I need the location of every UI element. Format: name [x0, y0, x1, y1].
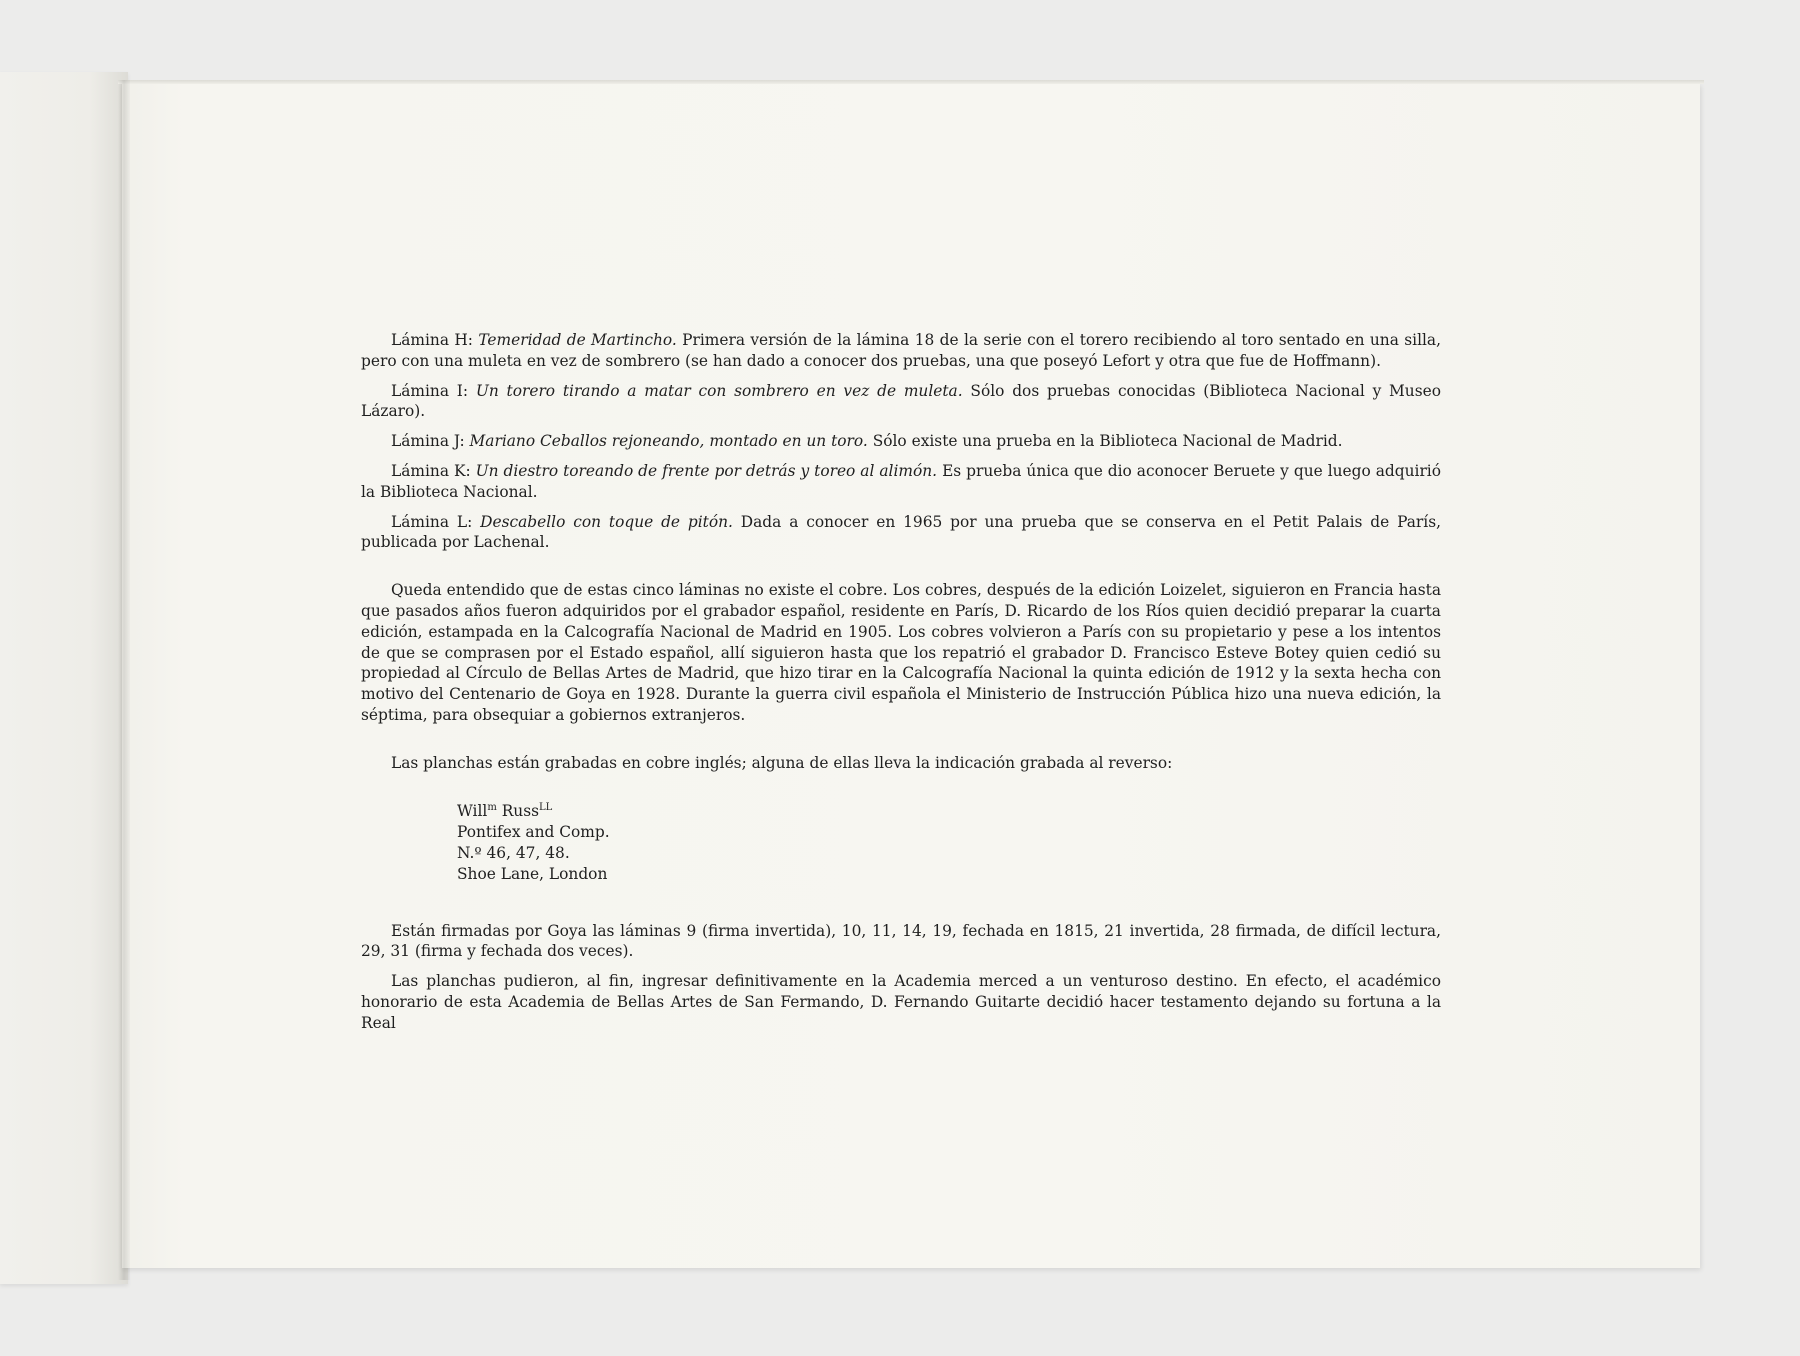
- entry-description: Primera versión de la lámina 18 de la serie con el torero recibiendo al toro sentado en una silla, pero con una muleta en vez de sombrero (se han dado a conocer dos pruebas, una que poseyó Lefort y otra que fue de Hoffmann).: [361, 331, 1441, 370]
- inscription-line-2: Pontifex and Comp.: [457, 822, 610, 841]
- entry-label: Lámina L:: [391, 512, 473, 531]
- entry-title: Un diestro toreando de frente por detrás y toreo al alimón.: [475, 461, 938, 480]
- entry-label: Lámina H:: [391, 331, 473, 349]
- engraving-inscription: [457, 801, 1441, 885]
- paragraph-planchas: Las planchas están grabadas en cobre inglés; alguna de ellas lleva la indicación grabada al reverso:: [391, 753, 1173, 772]
- entry-title: Temeridad de Martincho.: [478, 331, 677, 349]
- entry-lamina-k: [361, 461, 1441, 503]
- page-edge: [118, 80, 1704, 84]
- entry-description: Sólo dos pruebas conocidas (Biblioteca Nacional y Museo Lázaro).: [361, 381, 1441, 421]
- paragraph-destino: Las planchas pudieron, al fin, ingresar definitivamente en la Academia merced a un venturoso destino. En efecto, el académico honorario de esta Academia de Bellas Artes de San Fermando, D. Fernando Guitarte decidió hacer testamento dejando su fortuna a la Real: [361, 972, 1441, 1032]
- paragraph-firmadas: Están firmadas por Goya las láminas 9 (firma invertida), 10, 11, 14, 19, fechada en 1815, 21 invertida, 28 firmada, de difícil lectura, 29, 31 (firma y fechada dos veces).: [361, 921, 1441, 961]
- entry-title: Mariano Ceballos rejoneando, montado en un toro.: [469, 432, 868, 451]
- page-text: [361, 330, 1441, 1034]
- paragraph-cobre: Queda entendido que de estas cinco láminas no existe el cobre. Los cobres, después de la edición Loizelet, siguieron en Francia hasta que pasados años fueron adquiridos por el grabador español, residente en París, D. Ricardo de los Ríos quien decidió preparar la cuarta edición, estampada en la Calcografía Nacional de Madrid en 1905. Los cobres volvieron a París con su propietario y pese a los intentos de que se comprasen por el Estado español, allí siguieron hasta que los repatrió el grabador D. Francisco Esteve Botey quien cedió su propiedad al Círculo de Bellas Artes de Madrid, que hizo tirar en la Calcografía Nacional la quinta edición de 1912 y la sexta hecha con motivo del Centenario de Goya en 1928. Durante la guerra civil española el Ministerio de Instrucción Pública hizo una nueva edición, la séptima, para obsequiar a gobiernos extranjeros.: [361, 581, 1441, 724]
- inscription-line-1: Will$^m$ Russ$^{LL}$: [457, 801, 553, 820]
- left-page: [0, 72, 128, 1284]
- entry-description: Sólo existe una prueba en la Biblioteca Nacional de Madrid.: [872, 432, 1343, 451]
- entry-lamina-l: [361, 512, 1441, 554]
- book-gutter: [118, 80, 130, 1280]
- entry-description: Es prueba única que dio aconocer Beruete y que luego adquirió la Biblioteca Nacional.: [361, 461, 1441, 501]
- entry-title: Un torero tirando a matar con sombrero en vez de muleta.: [475, 381, 963, 400]
- entry-title: Descabello con toque de pitón.: [480, 512, 733, 531]
- inscription-line-3: N.º 46, 47, 48.: [457, 843, 570, 862]
- entry-label: Lámina I:: [391, 381, 469, 400]
- entry-label: Lámina J:: [391, 432, 465, 451]
- entry-lamina-i: [361, 381, 1441, 423]
- entry-lamina-j: [361, 431, 1441, 452]
- entry-description: Dada a conocer en 1965 por una prueba que se conserva en el Petit Palais de París, publicada por Lachenal.: [361, 512, 1441, 552]
- entry-lamina-h: [361, 330, 1441, 372]
- inscription-line-4: Shoe Lane, London: [457, 864, 608, 883]
- entry-label: Lámina K:: [391, 461, 471, 480]
